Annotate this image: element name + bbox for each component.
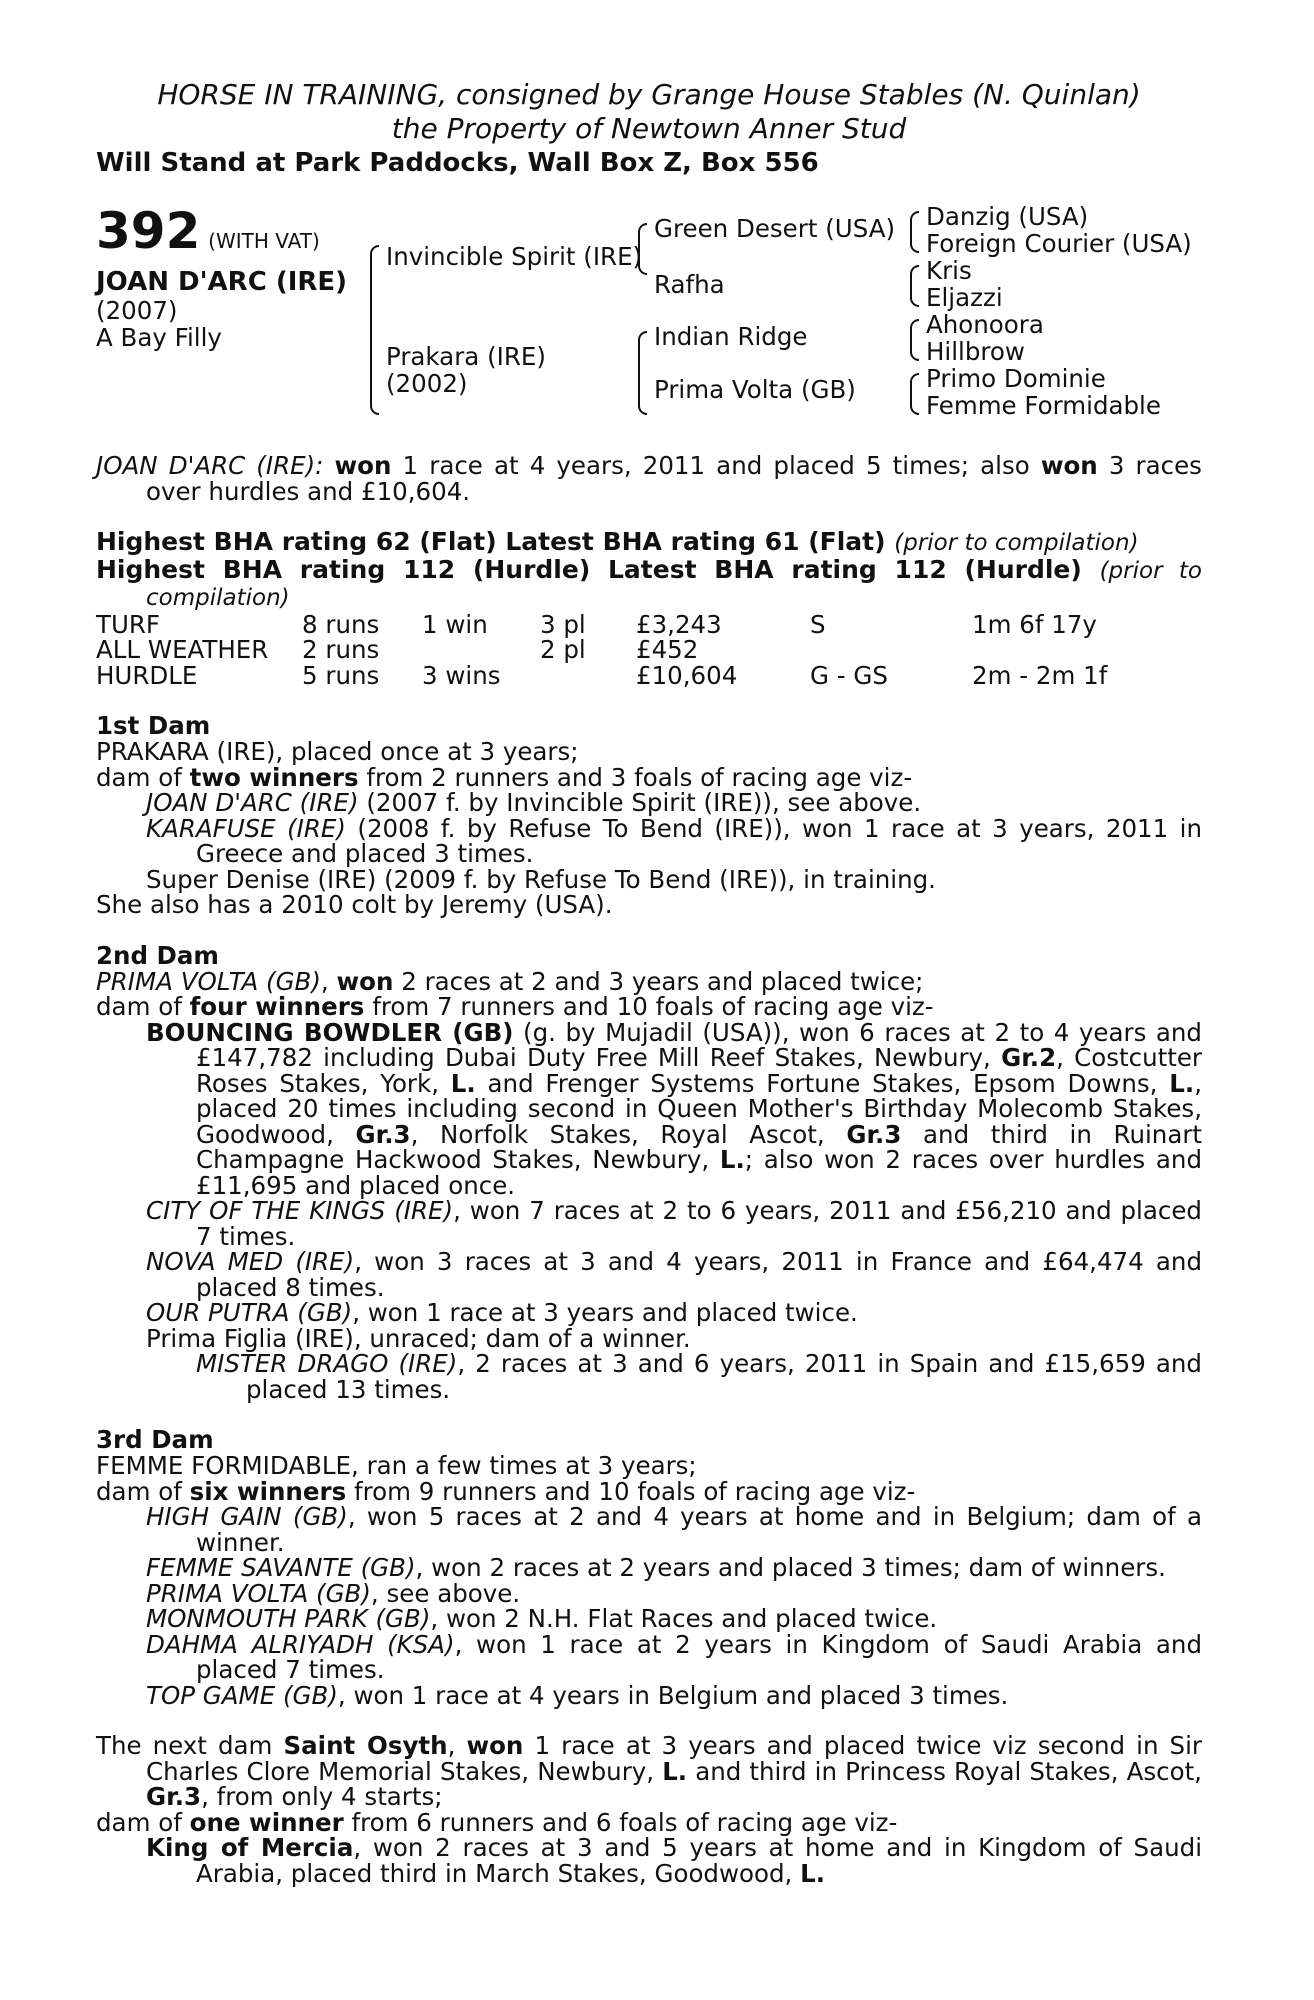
list-item: MISTER DRAGO (IRE), 2 races at 3 and 6 years, 2011 in Spain and £15,659 and placed 13 times. <box>196 1349 1202 1404</box>
pedigree-bracket-dam <box>638 331 647 415</box>
first-dam-heading: 1st Dam <box>96 711 211 740</box>
pedigree-bracket-gg1 <box>910 211 919 253</box>
sire-sire: Green Desert (USA) <box>654 214 896 243</box>
lot-header <box>96 203 320 259</box>
sire-dam: Rafha <box>654 270 725 299</box>
stand-location: Will Stand at Park Paddocks, Wall Box Z, Box 556 <box>96 148 819 178</box>
race-record-table <box>96 609 1192 690</box>
list-item: King of Mercia, won 2 races at 3 and 5 years at home and in Kingdom of Saudi Arabia, placed third in March Stakes, Goodwood, L. <box>146 1833 1202 1888</box>
list-item: TOP GAME (GB), won 1 race at 4 years in Belgium and placed 3 times. <box>146 1680 1009 1710</box>
flat-rating: Highest BHA rating 62 (Flat) Latest BHA rating 61 (Flat) (prior to compilation) <box>96 527 1139 556</box>
foaling-year: (2007) <box>96 296 178 325</box>
list-item: OUR PUTRA (GB), won 1 race at 3 years and placed twice. <box>146 1298 858 1327</box>
second-dam-line: PRIMA VOLTA (GB), won 2 races at 2 and 3 years and placed twice; <box>96 966 924 996</box>
list-item: MONMOUTH PARK (GB), won 2 N.H. Flat Races and placed twice. <box>146 1604 938 1633</box>
gg-6: Hillbrow <box>926 337 1025 366</box>
list-item: BOUNCING BOWDLER (GB) (g. by Mujadil (USA)), won 6 races at 2 to 4 years and £147,782 including Dubai Duty Free Mill Reef Stakes, Newbury, Gr.2, Costcutter Roses Stakes, York, L. and Frenger Systems Fortune Stakes, Epsom Downs, L., placed 20 times including second in Queen Mother's Birthday Molecomb Stakes, Goodwood, Gr.3, Norfolk Stakes, Royal Ascot, Gr.3 and third in Ruinart Champagne Hackwood Stakes, Newbury, L.; also won 2 races over hurdles and £11,695 and placed once. <box>146 1017 1203 1200</box>
list-item: PRIMA VOLTA (GB), see above. <box>146 1578 521 1608</box>
consignor-line: HORSE IN TRAINING, consigned by Grange House Stables (N. Quinlan) <box>157 78 1141 111</box>
dam-sire: Indian Ridge <box>654 322 808 351</box>
horse-name: JOAN D'ARC (IRE) <box>96 267 348 297</box>
gg-4: Eljazzi <box>926 283 1003 312</box>
dam: Prakara (IRE) <box>386 342 546 371</box>
gg-2: Foreign Courier (USA) <box>926 229 1192 258</box>
pedigree-bracket-gg3 <box>910 319 919 361</box>
dam-dam: Prima Volta (GB) <box>654 375 856 404</box>
list-item: DAHMA ALRIYADH (KSA), won 1 race at 2 years in Kingdom of Saudi Arabia and placed 7 times. <box>146 1629 1202 1684</box>
list-item: Super Denise (IRE) (2009 f. by Refuse To Bend (IRE)), in training. <box>146 864 936 894</box>
third-dam-produce: dam of six winners from 9 runners and 10 foals of racing age viz- <box>96 1476 916 1506</box>
pedigree-block <box>96 203 1202 439</box>
next-dam-line: The next dam Saint Osyth, won 1 race at 3 years and placed twice viz second in Sir Charles Clore Memorial Stakes, Newbury, L. and third in Princess Royal Stakes, Ascot, Gr.3, from only 4 starts; <box>96 1731 1202 1811</box>
list-item: KARAFUSE (IRE) (2008 f. by Refuse To Bend (IRE)), won 1 race at 3 years, 2011 in Greece and placed 3 times. <box>146 813 1202 868</box>
list-item: NOVA MED (IRE), won 3 races at 3 and 4 years, 2011 in France and £64,474 and placed 8 times. <box>146 1247 1203 1302</box>
first-dam-produce: dam of two winners from 2 runners and 3 foals of racing age viz- <box>96 762 913 792</box>
list-item: HIGH GAIN (GB), won 5 races at 2 and 4 years at home and in Belgium; dam of a winner. <box>146 1502 1203 1557</box>
race-summary: JOAN D'ARC (IRE): won 1 race at 4 years, 2011 and placed 5 times; also won 3 races over hurdles and £10,604. <box>96 451 1202 506</box>
table-row: HURDLE 5 runs 3 wins £10,604 G - GS 2m - 2m 1f <box>96 660 1108 690</box>
pedigree-bracket-gg4 <box>910 373 919 415</box>
gg-5: Ahonoora <box>926 310 1044 339</box>
gg-1: Danzig (USA) <box>926 202 1089 231</box>
third-dam-line: FEMME FORMIDABLE, ran a few times at 3 years; <box>96 1451 697 1480</box>
pedigree-bracket-gg2 <box>910 265 919 307</box>
vat-label: (WITH VAT) <box>208 229 320 253</box>
list-item: CITY OF THE KINGS (IRE), won 7 races at 2 to 6 years, 2011 and £56,210 and placed 7 times. <box>146 1196 1202 1251</box>
horse-description: A Bay Filly <box>96 323 222 352</box>
list-item: FEMME SAVANTE (GB), won 2 races at 2 years and placed 3 times; dam of winners. <box>146 1553 1166 1582</box>
next-dam-produce: dam of one winner from 6 runners and 6 foals of racing age viz- <box>96 1807 898 1837</box>
gg-7: Primo Dominie <box>926 364 1106 393</box>
pedigree-bracket-main <box>370 245 379 415</box>
property-line: the Property of Newtown Anner Stud <box>391 112 907 145</box>
dam-year: (2002) <box>386 369 468 398</box>
second-dam-heading: 2nd Dam <box>96 940 219 970</box>
first-dam-note: She also has a 2010 colt by Jeremy (USA). <box>96 890 613 919</box>
second-dam-produce: dam of four winners from 7 runners and 10 foals of racing age viz- <box>96 992 934 1021</box>
table-row: TURF 8 runs 1 win 3 pl £3,243 S 1m 6f 17y <box>96 609 1097 639</box>
third-dam-heading: 3rd Dam <box>96 1425 214 1454</box>
first-dam-line: PRAKARA (IRE), placed once at 3 years; <box>96 737 579 766</box>
list-item: JOAN D'ARC (IRE) (2007 f. by Invincible Spirit (IRE)), see above. <box>146 788 922 817</box>
catalogue-page <box>96 78 1202 1886</box>
table-row: ALL WEATHER 2 runs 2 pl £452 <box>96 635 699 664</box>
hurdle-rating: Highest BHA rating 112 (Hurdle) Latest BHA rating 112 (Hurdle) (prior to compilation) <box>96 554 1202 611</box>
lot-number: 392 <box>96 202 201 260</box>
gg-8: Femme Formidable <box>926 391 1161 420</box>
sire: Invincible Spirit (IRE) <box>386 242 643 271</box>
gg-3: Kris <box>926 256 972 285</box>
list-item: Prima Figlia (IRE), unraced; dam of a winner. <box>146 1323 691 1353</box>
pedigree-bracket-sire <box>638 223 647 275</box>
